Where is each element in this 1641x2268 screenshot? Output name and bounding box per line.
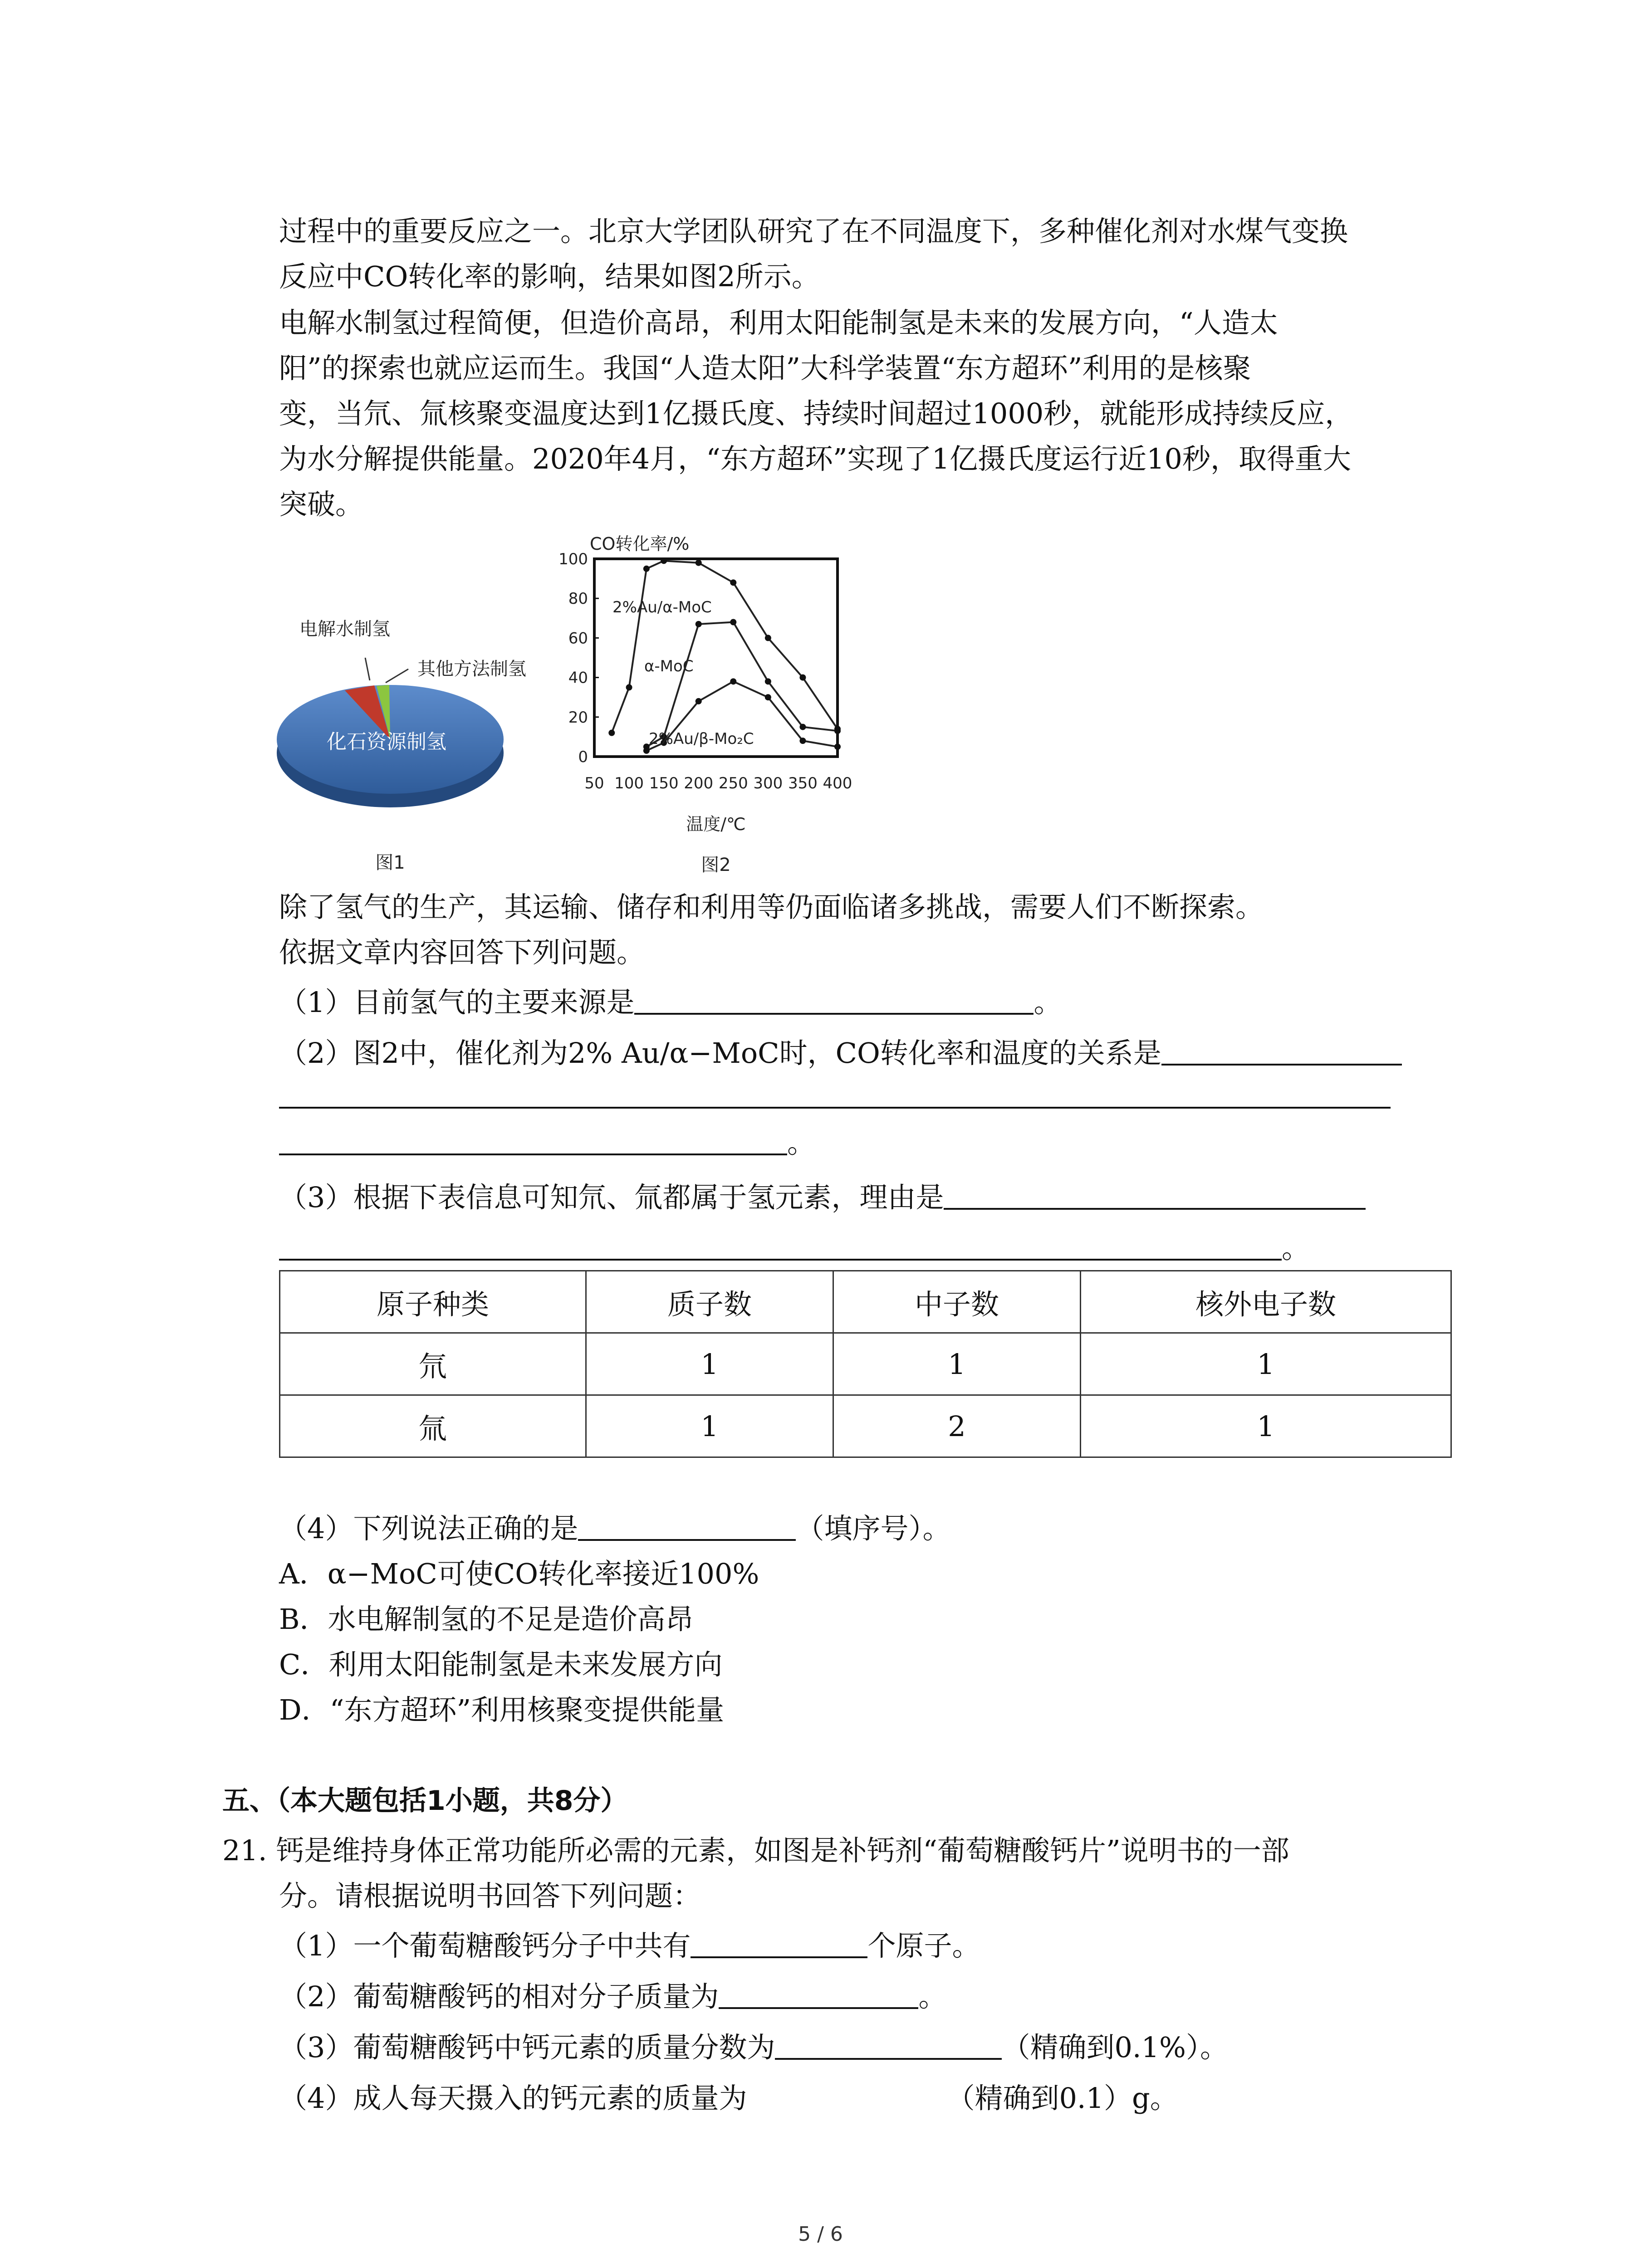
y-tick-label: 0 <box>578 748 588 766</box>
series-point <box>799 724 806 730</box>
page-number: 5 / 6 <box>798 2223 843 2246</box>
question-3-text: （3）根据下表信息可知氘、氚都属于氢元素，理由是 <box>279 1181 944 1214</box>
q21-4 <box>279 2076 1178 2121</box>
series-point <box>799 738 806 744</box>
question-1-text: （1）目前氢气的主要来源是 <box>279 986 635 1019</box>
article-line-7: 突破。 <box>279 488 364 521</box>
series-point <box>730 619 736 626</box>
q21-1-text: （1）一个葡萄糖酸钙分子中共有 <box>279 1929 691 1962</box>
question-3-end: 。 <box>1282 1232 1310 1265</box>
question-4-end: （填序号）。 <box>796 1512 951 1545</box>
x-tick-label: 200 <box>684 774 714 792</box>
answer-blank-q2a[interactable] <box>1161 1036 1402 1066</box>
question-3 <box>279 1175 1366 1220</box>
q21-2-end: 。 <box>918 1980 947 2013</box>
article-line-6: 为水分解提供能量。2020年4月，“东方超环”实现了1亿摄氏度运行近10秒，取得重大 <box>279 442 1351 475</box>
question-3-cont <box>279 1226 1310 1271</box>
table-cell: 1 <box>1081 1395 1451 1457</box>
fig1-pie-chart <box>272 590 526 880</box>
question-2 <box>279 1031 1402 1076</box>
answer-blank-q2b[interactable] <box>279 1107 1391 1109</box>
table-row <box>280 1395 1451 1457</box>
question-2-cont <box>279 1120 815 1166</box>
chart-ylabel: CO转化率/% <box>590 534 690 554</box>
x-tick-label: 250 <box>718 774 748 792</box>
question-1 <box>279 980 1062 1025</box>
y-tick-label: 100 <box>558 550 588 568</box>
option-a: A．α−MoC可使CO转化率接近100% <box>279 1557 759 1590</box>
y-tick-label: 60 <box>568 629 588 648</box>
fig1-caption: 图1 <box>375 852 405 873</box>
q21-intro-1: 21. 钙是维持身体正常功能所必需的元素，如图是补钙剂“葡萄糖酸钙片”说明书的一部 <box>222 1834 1289 1867</box>
x-tick-label: 50 <box>584 774 604 792</box>
question-2-end: 。 <box>787 1126 816 1159</box>
article-line-4: 阳”的探索也就应运而生。我国“人造太阳”大科学装置“东方超环”利用的是核聚 <box>279 352 1251 385</box>
article-after-2: 依据文章内容回答下列问题。 <box>279 936 645 969</box>
section-heading: 五、（本大题包括1小题，共8分） <box>222 1785 628 1817</box>
chart-caption: 图2 <box>701 855 731 875</box>
table-cell: 1 <box>586 1333 833 1395</box>
table-header-row <box>280 1271 1451 1333</box>
answer-blank-q4[interactable] <box>578 1512 796 1541</box>
series-point <box>730 579 736 586</box>
answer-blank-q21-1[interactable] <box>691 1929 867 1958</box>
series-label: α-MoC <box>644 657 694 675</box>
article-line-1: 过程中的重要反应之一。北京大学团队研究了在不同温度下，多种催化剂对水煤气变换 <box>279 215 1348 248</box>
q21-intro-2: 分。请根据说明书回答下列问题： <box>279 1879 701 1912</box>
series-label: 2%Au/β-Mo₂C <box>649 730 754 748</box>
series-point <box>730 678 736 684</box>
pie-label-other: 其他方法制氢 <box>417 659 526 679</box>
x-tick-label: 400 <box>823 774 852 792</box>
series-line <box>612 561 838 733</box>
table-cell: 2 <box>833 1395 1081 1457</box>
question-4 <box>279 1506 950 1551</box>
question-4-text: （4）下列说法正确的是 <box>279 1512 578 1545</box>
x-tick-label: 150 <box>649 774 679 792</box>
q21-1 <box>279 1923 980 1969</box>
y-tick-label: 40 <box>568 669 588 687</box>
series-point <box>834 743 841 750</box>
series-point <box>765 678 771 684</box>
article-after-1: 除了氢气的生产，其运输、储存和利用等仍面临诸多挑战，需要人们不断探索。 <box>279 890 1264 924</box>
pie-label-fossil: 化石资源制氢 <box>327 730 446 753</box>
table-row <box>280 1333 1451 1395</box>
article-line-2: 反应中CO转化率的影响，结果如图2所示。 <box>279 260 820 293</box>
series-point <box>696 621 702 627</box>
answer-blank-q2c[interactable] <box>279 1126 787 1155</box>
answer-blank-q1[interactable] <box>634 986 1034 1015</box>
x-tick-label: 100 <box>614 774 644 792</box>
x-tick-label: 300 <box>753 774 783 792</box>
q21-2-text: （2）葡萄糖酸钙的相对分子质量为 <box>279 1980 719 2013</box>
article-line-5: 变，当氘、氚核聚变温度达到1亿摄氏度、持续时间超过1000秒，就能形成持续反应， <box>279 397 1353 430</box>
q21-3-end: （精确到0.1%）。 <box>1002 2031 1228 2064</box>
series-point <box>765 635 771 641</box>
series-point <box>696 560 702 566</box>
q21-3-text: （3）葡萄糖酸钙中钙元素的质量分数为 <box>279 2031 775 2064</box>
answer-blank-q3a[interactable] <box>944 1181 1366 1210</box>
q21-2 <box>279 1974 946 2019</box>
fig2-line-chart <box>540 531 903 885</box>
series-point <box>765 694 771 700</box>
q21-4-end: （精确到0.1）g。 <box>946 2082 1178 2115</box>
y-tick-label: 20 <box>568 708 588 727</box>
q21-3 <box>279 2025 1228 2070</box>
q21-4-text: （4）成人每天摄入的钙元素的质量为 <box>279 2082 747 2115</box>
atom-table <box>279 1270 1452 1458</box>
q21-1-end: 个原子。 <box>867 1929 980 1962</box>
table-header-cell: 中子数 <box>833 1271 1081 1333</box>
table-cell: 氚 <box>280 1395 586 1457</box>
series-point <box>799 675 806 681</box>
answer-blank-q21-2[interactable] <box>719 1980 918 2009</box>
option-c: C．利用太阳能制氢是未来发展方向 <box>279 1648 723 1681</box>
question-1-end: 。 <box>1034 986 1062 1019</box>
x-tick-label: 350 <box>788 774 818 792</box>
table-cell: 1 <box>833 1333 1081 1395</box>
series-label: 2%Au/α-MoC <box>612 598 712 616</box>
table-cell: 1 <box>1081 1333 1451 1395</box>
series-point <box>834 728 841 734</box>
series-point <box>643 566 650 572</box>
pie-label-electrolysis: 电解水制氢 <box>299 619 390 640</box>
option-d: D．“东方超环”利用核聚变提供能量 <box>279 1693 725 1726</box>
table-header-cell: 原子种类 <box>280 1271 586 1333</box>
series-point <box>643 748 650 754</box>
article-line-3: 电解水制氢过程简便，但造价高昂，利用太阳能制氢是未来的发展方向，“人造太 <box>279 306 1278 339</box>
series-point <box>661 557 667 564</box>
series-point <box>626 684 632 690</box>
y-tick-label: 80 <box>568 590 588 608</box>
option-b: B．水电解制氢的不足是造价高昂 <box>279 1603 694 1636</box>
answer-blank-q3b[interactable] <box>279 1232 1282 1261</box>
table-header-cell: 质子数 <box>586 1271 833 1333</box>
answer-blank-q21-3[interactable] <box>775 2031 1002 2060</box>
question-2-text: （2）图2中，催化剂为2% Au/α−MoC时，CO转化率和温度的关系是 <box>279 1036 1161 1070</box>
series-point <box>608 730 615 736</box>
table-cell: 氘 <box>280 1333 586 1395</box>
series-point <box>696 698 702 704</box>
table-header-cell: 核外电子数 <box>1081 1271 1451 1333</box>
chart-xlabel: 温度/℃ <box>686 814 746 834</box>
table-cell: 1 <box>586 1395 833 1457</box>
